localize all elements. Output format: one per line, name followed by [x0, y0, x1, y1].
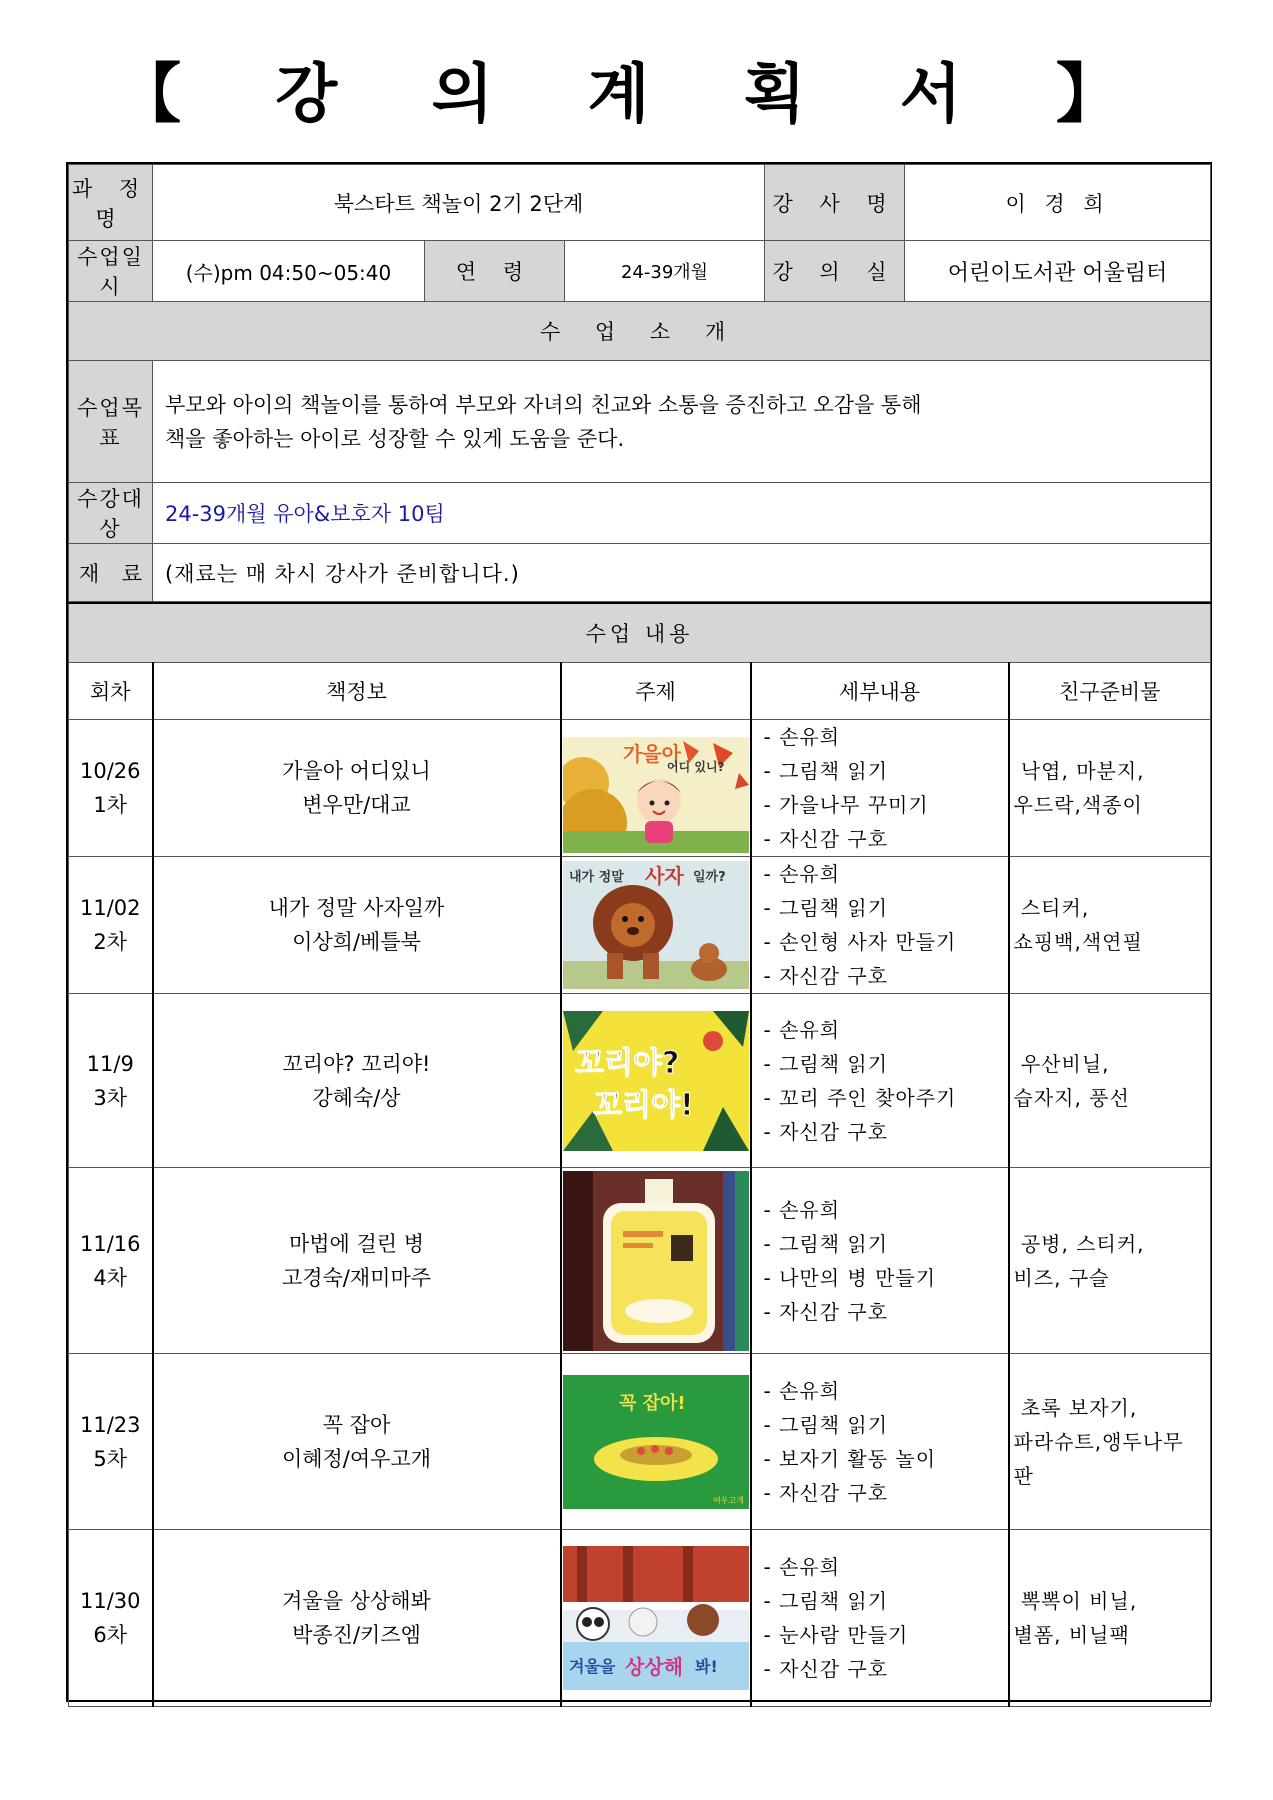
room-value: 어린이도서관 어울림터	[905, 241, 1211, 302]
session-details	[751, 994, 1009, 1168]
book-cover-cell	[561, 994, 751, 1168]
col-header-round: 회차	[69, 663, 153, 720]
session-row	[69, 1168, 1211, 1354]
session-details	[751, 857, 1009, 994]
detail-item: - 가을나무 꾸미기	[763, 793, 929, 817]
detail-item: - 보자기 활동 놀이	[763, 1446, 937, 1471]
book-cover-cell	[561, 720, 751, 857]
book-cover-image	[563, 1546, 749, 1690]
session-details	[751, 1530, 1009, 1707]
session-round	[69, 720, 153, 857]
book-cover-image	[563, 1171, 749, 1351]
session-row	[69, 720, 1211, 857]
svg-text:사자: 사자	[644, 864, 684, 888]
svg-text:꼬리야!: 꼬리야!	[592, 1087, 694, 1123]
material-label-text: 재 료	[79, 561, 142, 586]
supply-line: 별폼, 비닐팩	[1013, 1623, 1130, 1647]
session-date: 11/23	[79, 1412, 141, 1437]
detail-item: - 손유희	[763, 862, 841, 886]
detail-item: - 그림책 읽기	[763, 1231, 889, 1256]
target-label: 수강대상	[69, 483, 153, 544]
material-label	[69, 544, 153, 602]
book-cover-cell	[561, 1168, 751, 1354]
svg-text:꼬리야?: 꼬리야?	[574, 1045, 679, 1081]
time-value: (수)pm 04:50~05:40	[153, 241, 425, 302]
age-value: 24-39개월	[565, 241, 765, 302]
detail-item: - 자신감 구호	[763, 827, 889, 851]
svg-text:일까?: 일까?	[692, 870, 726, 885]
detail-item: - 자신감 구호	[763, 1119, 889, 1144]
session-supplies	[1009, 994, 1211, 1168]
detail-item: - 꼬리 주인 찾아주기	[763, 1085, 957, 1110]
book-info	[153, 1354, 561, 1530]
detail-item: - 손유희	[763, 1017, 841, 1042]
book-author: 박종진/키즈엠	[292, 1623, 421, 1647]
book-cover-image	[563, 861, 749, 989]
svg-text:내가 정말: 내가 정말	[568, 870, 624, 885]
session-number: 5차	[93, 1446, 128, 1471]
book-author: 이상희/베틀북	[292, 930, 421, 954]
session-supplies	[1009, 857, 1211, 994]
lecture-plan-table	[68, 164, 1211, 602]
session-round	[69, 994, 153, 1168]
detail-item: - 손유희	[763, 1197, 841, 1222]
intro-heading: 수 업 소 개	[69, 302, 1211, 361]
teacher-value: 이 경 희	[905, 165, 1211, 241]
book-cover-cell	[561, 1354, 751, 1530]
course-label: 과 정 명	[69, 165, 153, 241]
book-title: 내가 정말 사자일까	[268, 896, 445, 920]
detail-item: - 그림책 읽기	[763, 896, 889, 920]
svg-text:겨울을: 겨울을	[568, 1657, 615, 1676]
time-label: 수업일시	[69, 241, 153, 302]
detail-item: - 그림책 읽기	[763, 1589, 889, 1613]
col-header-supplies: 친구준비물	[1009, 663, 1211, 720]
svg-text:어디 있니?: 어디 있니?	[666, 760, 725, 774]
detail-item: - 그림책 읽기	[763, 1051, 889, 1076]
book-cover-image	[563, 1375, 749, 1509]
book-title: 겨울을 상상해봐	[282, 1589, 431, 1613]
col-header-theme: 주제	[561, 663, 751, 720]
material-value: (재료는 매 차시 강사가 준비합니다.)	[153, 544, 1211, 602]
goal-label: 수업목표	[69, 361, 153, 483]
course-value: 북스타트 책놀이 2기 2단계	[153, 165, 765, 241]
session-number: 1차	[93, 793, 128, 817]
session-details	[751, 1168, 1009, 1354]
session-supplies	[1009, 720, 1211, 857]
detail-item: - 손유희	[763, 1555, 841, 1579]
session-row	[69, 994, 1211, 1168]
supply-line: 공병, 스티커,	[1013, 1231, 1145, 1256]
session-date: 11/02	[79, 896, 141, 920]
book-title: 마법에 걸린 병	[288, 1231, 425, 1256]
book-author: 이혜정/여우고개	[281, 1446, 432, 1471]
book-info	[153, 994, 561, 1168]
session-details	[751, 720, 1009, 857]
supply-line: 쇼핑백,색연필	[1013, 930, 1143, 954]
supply-line: 우드락,색종이	[1013, 793, 1143, 817]
book-info	[153, 1530, 561, 1707]
session-round	[69, 1168, 153, 1354]
svg-text:상상해: 상상해	[624, 1655, 683, 1679]
session-round	[69, 1354, 153, 1530]
svg-text:봐!: 봐!	[694, 1657, 718, 1676]
room-label: 강 의 실	[765, 241, 905, 302]
session-row	[69, 857, 1211, 994]
supply-line: 낙엽, 마분지,	[1013, 759, 1145, 783]
detail-item: - 자신감 구호	[763, 964, 889, 988]
detail-item: - 자신감 구호	[763, 1657, 889, 1681]
book-info	[153, 1168, 561, 1354]
supply-line: 우산비닐,	[1013, 1051, 1110, 1076]
age-label: 연 령	[425, 241, 565, 302]
session-round	[69, 1530, 153, 1707]
session-date: 10/26	[79, 759, 141, 783]
target-value: 24-39개월 유아&보호자 10팀	[153, 483, 1211, 544]
detail-item: - 눈사람 만들기	[763, 1623, 909, 1647]
session-date: 11/30	[79, 1589, 141, 1613]
session-row	[69, 1354, 1211, 1530]
supply-line: 습자지, 풍선	[1013, 1085, 1130, 1110]
svg-text:꼭 잡아!: 꼭 잡아!	[618, 1392, 686, 1414]
book-cover-cell	[561, 1530, 751, 1707]
detail-item: - 손인형 사자 만들기	[763, 930, 957, 954]
session-supplies	[1009, 1354, 1211, 1530]
teacher-label: 강 사 명	[765, 165, 905, 241]
book-cover-image	[563, 1011, 749, 1151]
book-cover-cell	[561, 857, 751, 994]
lecture-plan-document	[66, 162, 1212, 1702]
session-number: 3차	[93, 1085, 128, 1110]
book-cover-image	[563, 723, 749, 853]
session-number: 2차	[93, 930, 128, 954]
detail-item: - 나만의 병 만들기	[763, 1265, 937, 1290]
session-round	[69, 857, 153, 994]
book-title: 꼬리야? 꼬리야!	[282, 1051, 431, 1076]
goal-line-2: 책을 좋아하는 아이로 성장할 수 있게 도움을 준다.	[165, 426, 625, 451]
book-info	[153, 720, 561, 857]
supply-line: 파라슈트,앵두나무	[1013, 1429, 1184, 1454]
svg-text:여우고개: 여우고개	[712, 1495, 744, 1505]
cover-title-text: 가을아	[622, 742, 681, 766]
book-info	[153, 857, 561, 994]
supply-line: 스티커,	[1013, 896, 1090, 920]
content-heading: 수업 내용	[69, 603, 1211, 663]
col-header-details: 세부내용	[751, 663, 1009, 720]
book-author: 고경숙/재미마주	[281, 1265, 432, 1290]
book-title: 가을아 어디있니	[282, 759, 431, 783]
session-row	[69, 1530, 1211, 1707]
session-number: 4차	[93, 1265, 128, 1290]
supply-line: 비즈, 구슬	[1013, 1265, 1110, 1290]
session-supplies	[1009, 1168, 1211, 1354]
session-table	[68, 602, 1211, 1707]
supply-line: 뽁뽁이 비닐,	[1013, 1589, 1138, 1613]
col-header-book: 책정보	[153, 663, 561, 720]
session-date: 11/9	[86, 1051, 134, 1076]
session-number: 6차	[93, 1623, 128, 1647]
goal-line-1: 부모와 아이의 책놀이를 통하여 부모와 자녀의 친교와 소통을 증진하고 오감을 통해	[165, 392, 922, 417]
book-author: 변우만/대교	[302, 793, 411, 817]
detail-item: - 자신감 구호	[763, 1299, 889, 1324]
supply-line: 판	[1013, 1463, 1034, 1488]
book-title: 꼭 잡아	[322, 1412, 391, 1437]
detail-item: - 손유희	[763, 1378, 841, 1403]
book-author: 강혜숙/상	[312, 1085, 401, 1110]
session-date: 11/16	[79, 1231, 141, 1256]
detail-item: - 자신감 구호	[763, 1480, 889, 1505]
page-title: 【 강 의 계 획 서 】	[117, 58, 1156, 132]
supply-line: 초록 보자기,	[1013, 1395, 1138, 1420]
session-details	[751, 1354, 1009, 1530]
detail-item: - 손유희	[763, 725, 841, 749]
detail-item: - 그림책 읽기	[763, 1412, 889, 1437]
detail-item: - 그림책 읽기	[763, 759, 889, 783]
session-supplies	[1009, 1530, 1211, 1707]
goal-text	[153, 361, 1211, 483]
